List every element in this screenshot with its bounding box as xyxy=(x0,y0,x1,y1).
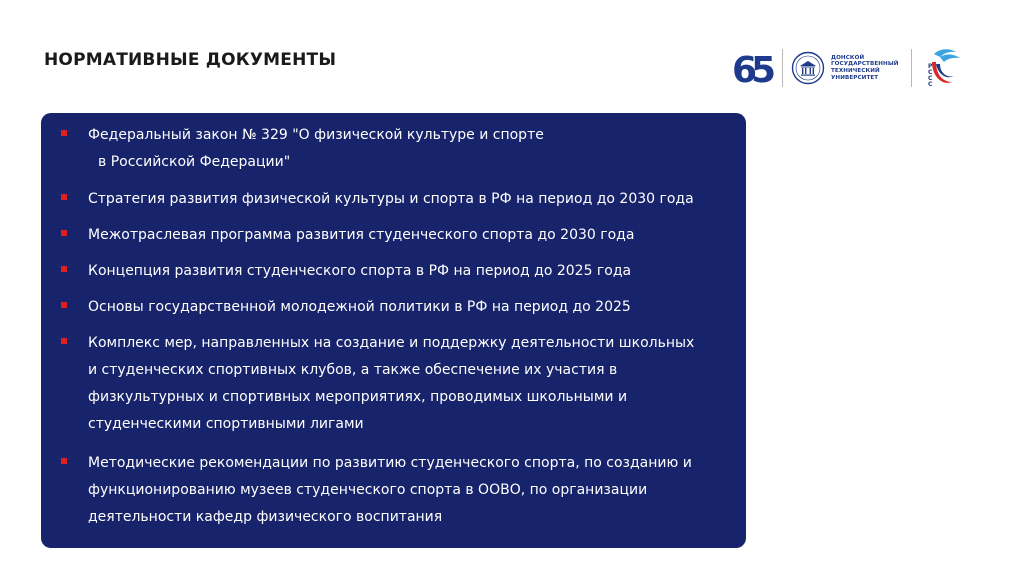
document-item-line: функционированию музеев студенческого спорта в ООВО, по организации xyxy=(88,482,648,498)
logo-bar xyxy=(726,44,964,92)
rsss-letter: С xyxy=(928,81,933,88)
rsss-letter: Р xyxy=(928,63,933,70)
document-item-line: деятельности кафедр физического воспитания xyxy=(88,509,443,525)
bullet-icon xyxy=(61,194,67,200)
document-item-line: и студенческих спортивных клубов, а также обеспечение их участия в xyxy=(88,362,618,378)
anniversary-65-logo xyxy=(726,46,776,90)
rsss-logo-icon xyxy=(922,46,964,90)
bullet-icon xyxy=(61,338,67,344)
logo-divider xyxy=(911,49,912,87)
bullet-icon xyxy=(61,230,67,236)
bullet-icon xyxy=(61,130,67,136)
page-title: НОРМАТИВНЫЕ ДОКУМЕНТЫ xyxy=(44,50,337,70)
document-item-line: физкультурных и спортивных мероприятиях, проводимых школьными и xyxy=(88,389,628,405)
document-item-line: студенческими спортивными лигами xyxy=(88,416,364,432)
document-item-line: Комплекс мер, направленных на создание и поддержку деятельности школьных xyxy=(88,335,695,351)
document-item-line: Межотраслевая программа развития студенческого спорта до 2030 года xyxy=(88,227,635,243)
rsss-letter: С xyxy=(928,75,933,82)
rsss-letter: С xyxy=(928,69,933,76)
university-name-line: ДОНСКОЙ xyxy=(831,54,865,61)
anniversary-mark: 65 xyxy=(731,50,771,90)
document-item-line: Основы государственной молодежной политики в РФ на период до 2025 xyxy=(88,299,631,315)
university-name xyxy=(831,55,903,81)
university-name-line: УНИВЕРСИТЕТ xyxy=(831,74,879,81)
bullet-icon xyxy=(61,302,67,308)
bullet-icon xyxy=(61,266,67,272)
document-item-line: Методические рекомендации по развитию студенческого спорта, по созданию и xyxy=(88,455,692,471)
bullet-icon xyxy=(61,458,67,464)
document-item-line: Федеральный закон № 329 "О физической культуре и спорте xyxy=(88,127,544,143)
logo-divider xyxy=(782,49,783,87)
university-seal-icon xyxy=(791,51,825,85)
document-item-line: в Российской Федерации" xyxy=(98,154,291,170)
university-name-line: ГОСУДАРСТВЕННЫЙ xyxy=(831,61,899,68)
document-item-line: Стратегия развития физической культуры и спорта в РФ на период до 2030 года xyxy=(88,191,694,207)
document-item-line: Концепция развития студенческого спорта в РФ на период до 2025 года xyxy=(88,263,632,279)
documents-panel xyxy=(41,113,746,548)
university-name-line: ТЕХНИЧЕСКИЙ xyxy=(831,68,880,74)
